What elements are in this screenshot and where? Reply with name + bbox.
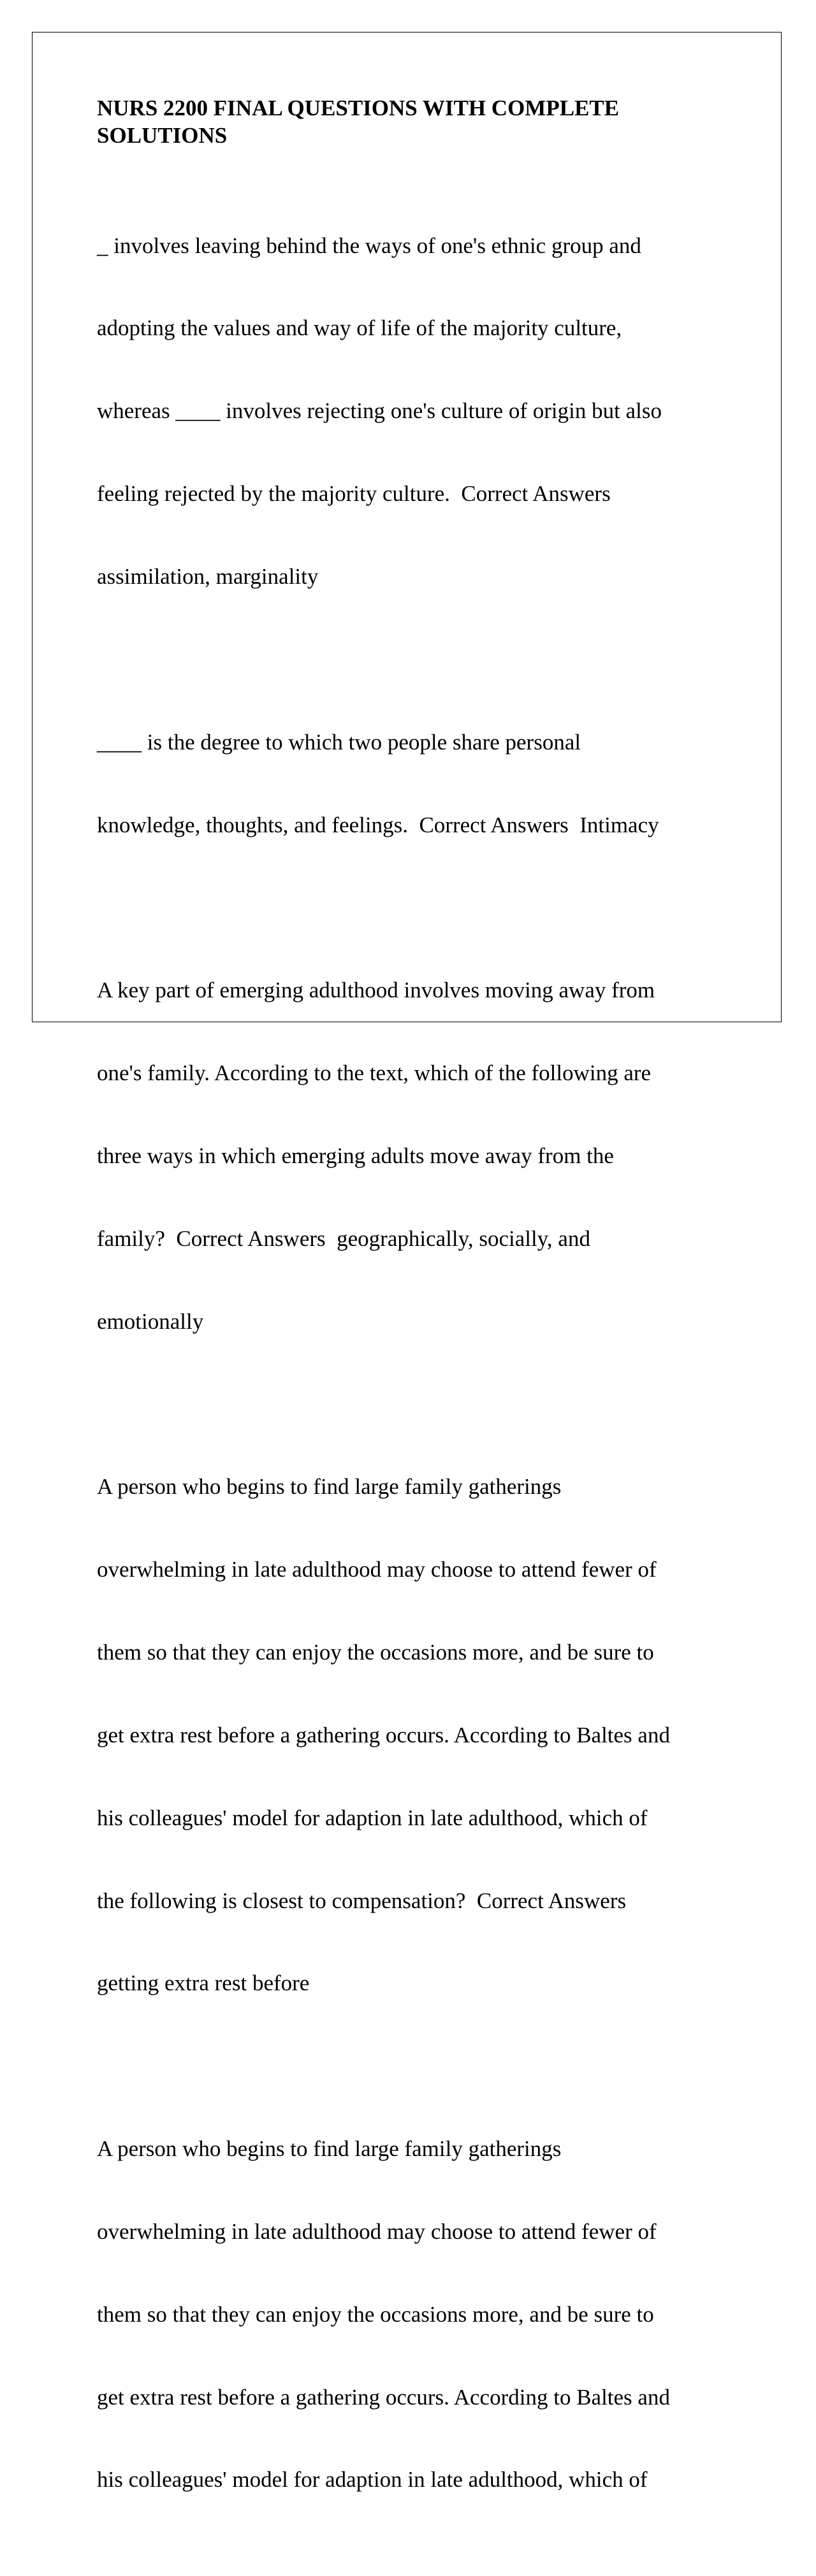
title-line: SOLUTIONS (97, 123, 228, 148)
qa-line: A person who begins to find large family gatherings (97, 1474, 562, 1500)
qa-line: overwhelming in late adulthood may choose to attend fewer of (97, 1556, 657, 1582)
qa-line: A person who begins to find large family gatherings (97, 2136, 562, 2161)
document-body (97, 94, 728, 2576)
qa-entry-3 (97, 921, 728, 1390)
qa-line: three ways in which emerging adults move away from the (97, 1143, 614, 1168)
qa-line: ____ is the degree to which two people share personal (97, 729, 581, 755)
qa-line: one's family. According to the text, which of the following are (97, 1060, 652, 1085)
qa-line: get extra rest before a gathering occurs. According to Baltes and (97, 2384, 670, 2410)
qa-line: knowledge, thoughts, and feelings. Correct Answers Intimacy (97, 812, 659, 837)
document-title (97, 94, 728, 149)
qa-entry-2 (97, 673, 728, 894)
title-line: NURS 2200 FINAL QUESTIONS WITH COMPLETE (97, 96, 620, 120)
qa-entry-4 (97, 1417, 728, 2052)
qa-line: assimilation, marginality (97, 564, 319, 590)
qa-line: adopting the values and way of life of the majority culture, (97, 315, 622, 341)
qa-line: feeling rejected by the majority culture. Correct Answers (97, 481, 611, 507)
qa-entry-1 (97, 177, 728, 646)
qa-line: family? Correct Answers geographically, socially, and (97, 1226, 590, 1251)
qa-line: his colleagues' model for adaption in late adulthood, which of (97, 1805, 648, 1830)
qa-line: A key part of emerging adulthood involves moving away from (97, 978, 655, 1003)
qa-line: emotionally (97, 1308, 204, 1334)
qa-line: the following is closest to compensation? Correct Answers (97, 1888, 627, 1913)
qa-line: whereas ____ involves rejecting one's culture of origin but also (97, 398, 662, 424)
qa-line: them so that they can enjoy the occasions more, and be sure to (97, 2301, 654, 2327)
qa-line: overwhelming in late adulthood may choose to attend fewer of (97, 2218, 657, 2244)
qa-line: his colleagues' model for adaption in late adulthood, which of (97, 2467, 648, 2493)
qa-line: them so that they can enjoy the occasions more, and be sure to (97, 1639, 654, 1665)
qa-entry-5 (97, 2080, 728, 2549)
qa-line: _ involves leaving behind the ways of one's ethnic group and (97, 233, 641, 258)
qa-line: getting extra rest before (97, 1971, 310, 1996)
qa-line: get extra rest before a gathering occurs. According to Baltes and (97, 1722, 670, 1747)
